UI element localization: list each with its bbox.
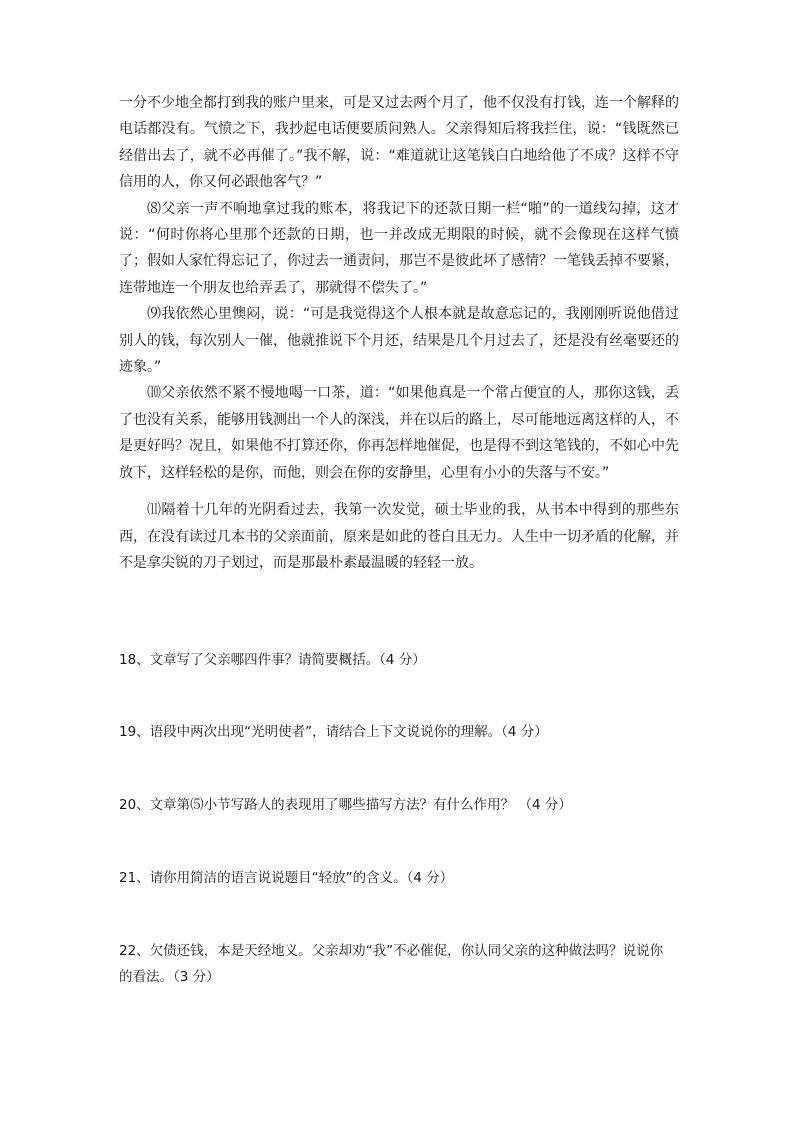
passage-paragraph-10: ⑽父亲依然不紧不慢地喝一口茶，道：“如果他真是一个常占便宜的人，那你这钱，丢了也没有关系，能够用钱测出一个人的深浅，并在以后的路上，尽可能地远离这样的人，不是更好吗？况且，如果他不打算还你，你再怎样地催促，也是得不到这笔钱的，不如心中先放下，这样轻松的是你，而他，则会在你的安静里，心里有小小的失落与不安。” [119, 385, 679, 481]
question-19: 19、语段中两次出现“光明使者”，请结合上下文说说你的理解。（4 分） [119, 724, 548, 740]
passage-paragraph-8: ⑻父亲一声不响地拿过我的账本，将我记下的还款日期一栏“啪”的一道线勾掉，这才说：“何时你将心里那个还款的日期，也一并改成无期限的时候，就不会像现在这样气愤了；假如人家忙得忘记了，你过去一通责问，那岂不是彼此坏了感情？一笔钱丢掉不要紧，连带地连一个朋友也给弄丢了，那就得不偿失了。” [119, 200, 679, 296]
passage-paragraph-9: ⑼我依然心里懊闷，说：“可是我觉得这个人根本就是故意忘记的，我刚刚听说他借过别人的钱，每次别人一催，他就推说下个月还，结果是几个月过去了，还是没有丝毫要还的迹象。” [119, 306, 679, 376]
question-18: 18、文章写了父亲哪四件事？请简要概括。（4 分） [119, 652, 426, 668]
document-page [119, 90, 679, 985]
question-21: 21、请你用简洁的语言说说题目“轻放”的含义。（4 分） [119, 870, 454, 886]
question-22: 22、欠债还钱，本是天经地义。父亲却劝“我”不必催促，你认同父亲的这种做法吗？说说你的看法。（3 分） [119, 943, 664, 985]
passage-paragraph-continued: 一分不少地全都打到我的账户里来，可是又过去两个月了，他不仅没有打钱，连一个解释的电话都没有。气愤之下，我抄起电话便要质问熟人。父亲得知后将我拦住，说：“钱既然已经借出去了，就不必再催了。”我不解，说：“难道就让这笔钱白白地给他了不成？这样不守信用的人，你又何必跟他客气？” [119, 95, 679, 191]
passage-paragraph-11: ⑾隔着十几年的光阴看过去，我第一次发觉，硕士毕业的我，从书本中得到的那些东西，在没有读过几本书的父亲面前，原来是如此的苍白且无力。人生中一切矛盾的化解，并不是拿尖锐的刀子划过，而是那最朴素最温暖的轻轻一放。 [119, 502, 679, 571]
question-20: 20、文章第⑸小节写路人的表现用了哪些描写方法？有什么作用？ （4 分） [119, 797, 572, 813]
paragraph-spacer [119, 486, 679, 497]
